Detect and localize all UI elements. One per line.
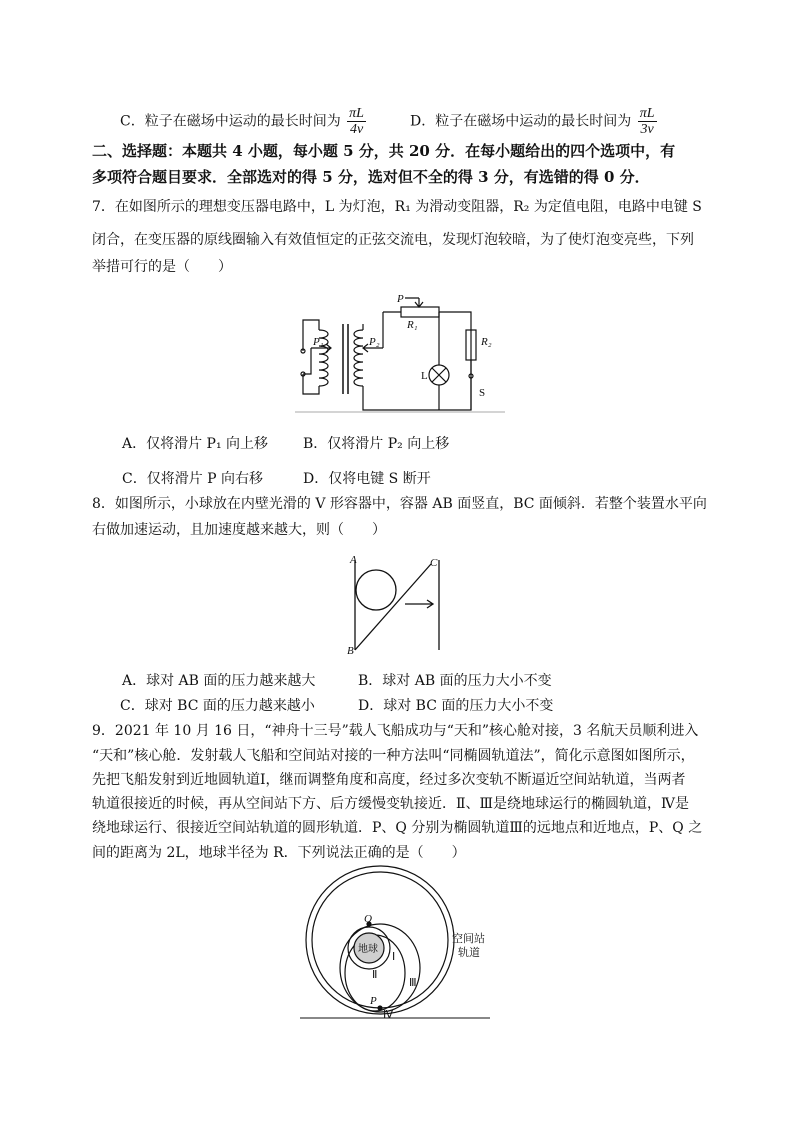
q9-stem-line1: 9．2021 年 10 月 16 日，“神舟十三号”载人飞船成功与“天和”核心舱对接，3 名航天员顺利进入	[92, 723, 699, 739]
label-c: C	[430, 557, 438, 569]
q6-option-d-fraction	[638, 106, 657, 137]
lamp-cross	[432, 368, 446, 382]
top-wire	[383, 312, 471, 330]
q9-stem-line3: 先把飞船发射到近地圆轨道Ⅰ，继而调整角度和高度，经过多次变轨不断逼近空间站轨道，当两者	[92, 772, 686, 788]
acceleration-arrow	[405, 600, 433, 608]
q6-option-d-text: D．粒子在磁场中运动的最长时间为	[410, 113, 632, 130]
secondary-coil	[354, 330, 363, 386]
q8-option-a: A．球对 AB 面的压力越来越大	[122, 673, 316, 689]
q7-stem-line3: 举措可行的是（ ）	[92, 259, 232, 275]
label-q: Q	[364, 913, 372, 925]
r1-resistor	[401, 307, 439, 317]
label-s: S	[479, 387, 486, 399]
label-earth: 地球	[358, 944, 378, 955]
p-slider	[405, 298, 423, 307]
fraction-numerator: πL	[639, 106, 655, 121]
q6-option-d	[410, 106, 657, 137]
transformer-circuit-figure	[295, 290, 505, 415]
section2-heading-line2: 多项符合题目要求．全部选对的得 5 分，选对但不全的得 3 分，有选错的得 0 分．	[92, 168, 650, 186]
q8-stem-line1: 8．如图所示，小球放在内壁光滑的 V 形容器中，容器 AB 面竖直，BC 面倾斜．若整个装置水平向	[92, 496, 707, 512]
q6-option-c-fraction	[347, 106, 366, 137]
label-l: L	[421, 370, 428, 382]
q6-option-c-text: C．粒子在磁场中运动的最长时间为	[120, 113, 341, 130]
point-p	[378, 1006, 382, 1010]
label-station-2: 轨道	[458, 947, 480, 959]
q9-stem-line5: 绕地球运行、很接近空间站轨道的圆形轨道．P、Q 分别为椭圆轨道Ⅲ的远地点和近地点，P、Q 之	[92, 820, 703, 836]
q7-stem-line1: 7．在如图所示的理想变压器电路中，L 为灯泡，R₁ 为滑动变阻器，R₂ 为定值电阻，电路中电键 S	[92, 199, 702, 215]
q7-option-a: A．仅将滑片 P₁ 向上移	[122, 436, 269, 452]
label-orbit-iv: Ⅳ	[383, 1009, 394, 1021]
label-station-1: 空间站	[452, 933, 485, 945]
label-p1: P₁	[313, 336, 324, 348]
label-p: P	[370, 995, 377, 1007]
label-r2: R₂	[481, 336, 492, 348]
label-orbit-i: Ⅰ	[392, 951, 396, 963]
fraction-denominator: 3v	[640, 122, 654, 137]
q9-stem-line4: 轨道很接近的时候，再从空间站下方、后方缓慢变轨接近．Ⅱ、Ⅲ是绕地球运行的椭圆轨道，Ⅳ是	[92, 796, 690, 812]
q8-option-b: B．球对 AB 面的压力大小不变	[358, 673, 552, 689]
label-orbit-iii: Ⅲ	[409, 977, 417, 989]
label-orbit-ii: Ⅱ	[372, 969, 378, 981]
fraction-denominator: 4v	[349, 122, 364, 137]
label-p2: P₂	[369, 336, 380, 348]
q6-option-c	[120, 106, 366, 137]
label-a: A	[350, 554, 357, 566]
label-r1: R₁	[407, 319, 418, 331]
label-p: P	[397, 293, 404, 305]
q7-option-d: D．仅将电键 S 断开	[303, 471, 431, 487]
q8-stem-line2: 右做加速运动，且加速度越来越大，则（ ）	[92, 522, 386, 538]
q8-option-d: D．球对 BC 面的压力大小不变	[358, 698, 554, 714]
label-b: B	[347, 645, 354, 657]
q9-stem-line6: 间的距离为 2L，地球半径为 R．下列说法正确的是（ ）	[92, 845, 466, 861]
q9-stem-line2: “天和”核心舱．发射载人飞船和空间站对接的一种方法叫“同椭圆轨道法”，简化示意图如图所示，	[92, 748, 695, 764]
orbit-figure	[300, 862, 500, 1022]
fraction-numerator: πL	[349, 106, 364, 121]
section2-heading-line1: 二、选择题：本题共 4 小题，每小题 5 分，共 20 分．在每小题给出的四个选项中，有	[92, 142, 676, 160]
ball	[356, 570, 396, 610]
q8-option-c: C．球对 BC 面的压力越来越小	[120, 698, 315, 714]
q7-stem-line2: 闭合，在变压器的原线圈输入有效值恒定的正弦交流电，发现灯泡较暗，为了使灯泡变亮些，下列	[92, 232, 694, 248]
v-container-figure	[345, 550, 455, 660]
q7-option-b: B．仅将滑片 P₂ 向上移	[303, 436, 450, 452]
q7-option-c: C．仅将滑片 P 向右移	[122, 471, 264, 487]
